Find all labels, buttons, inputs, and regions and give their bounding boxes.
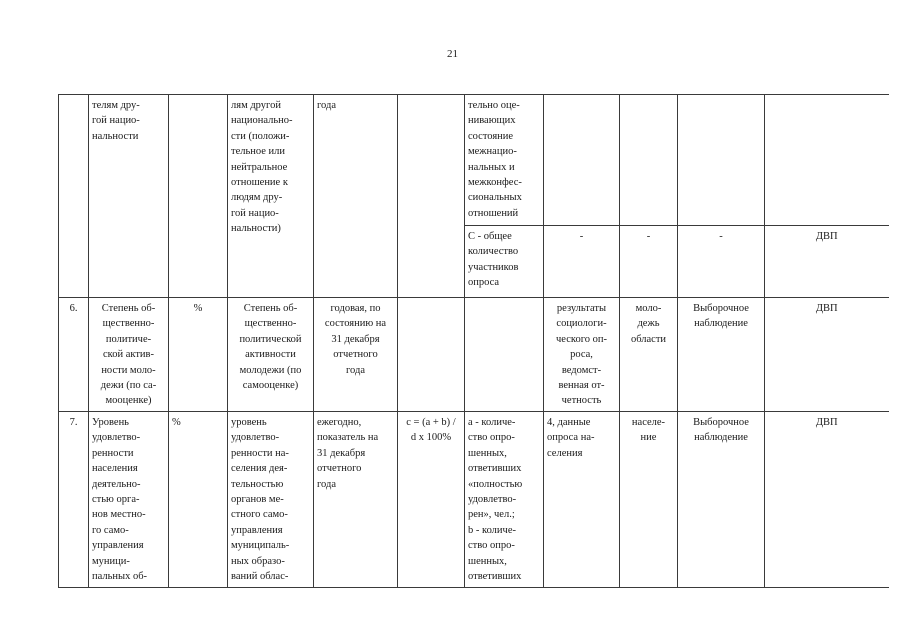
- cell-responsible: ДВП: [765, 298, 889, 412]
- cell-unit: %: [169, 412, 228, 588]
- table-row-7: [59, 412, 889, 588]
- cell-source: [544, 95, 620, 226]
- cell-method: [678, 95, 765, 226]
- cell-indicator-name: телям дру- гой нацио- нальности: [89, 95, 169, 298]
- cell-indicator-name: Уровень удовлетво- ренности населения деятельно- стью орга- нов местно- го само- управления муници- пальных об-: [89, 412, 169, 588]
- cell-object: [620, 95, 678, 226]
- cell-formula: [398, 298, 465, 412]
- indicators-table: [58, 94, 889, 588]
- cell-source: результаты социологи- ческого оп- роса, ведомст- венная от- четность: [544, 298, 620, 412]
- cell-variables: [465, 298, 544, 412]
- cell-number: 7.: [59, 412, 89, 588]
- cell-object: населе- ние: [620, 412, 678, 588]
- cell-indicator-name: Степень об- щественно- политиче- ской актив- ности моло- дежи (по са- мооценке): [89, 298, 169, 412]
- page-number: 21: [447, 48, 458, 60]
- cell-formula: c = (a + b) / d x 100%: [398, 412, 465, 588]
- cell-responsible: ДВП: [765, 226, 889, 298]
- cell-unit: %: [169, 298, 228, 412]
- cell-number: [59, 95, 89, 298]
- cell-responsible: ДВП: [765, 412, 889, 588]
- cell-definition: лям другой национально- сти (положи- тельное или нейтральное отношение к людям дру- гой нацио- нальности): [228, 95, 314, 298]
- cell-responsible: [765, 95, 889, 226]
- cell-period: года: [314, 95, 398, 298]
- cell-variables: тельно оце- нивающих состояние межнацио- нальных и межконфес- сиональных отношений: [465, 95, 544, 226]
- cell-unit: [169, 95, 228, 298]
- cell-period: годовая, по состоянию на 31 декабря отчетного года: [314, 298, 398, 412]
- cell-method: -: [678, 226, 765, 298]
- cell-object: моло- дежь области: [620, 298, 678, 412]
- cell-definition: Степень об- щественно- политической активности молодежи (по самооценке): [228, 298, 314, 412]
- cell-source: 4, данные опроса на- селения: [544, 412, 620, 588]
- cell-number: 6.: [59, 298, 89, 412]
- cell-period: ежегодно, показатель на 31 декабря отчетного года: [314, 412, 398, 588]
- cell-variables: С - общее количество участников опроса: [465, 226, 544, 298]
- table-row-6: [59, 298, 889, 412]
- cell-formula: [398, 95, 465, 298]
- cell-object: -: [620, 226, 678, 298]
- table-row-continuation: [59, 95, 889, 226]
- cell-source: -: [544, 226, 620, 298]
- cell-method: Выборочное наблюдение: [678, 412, 765, 588]
- cell-variables: a - количе- ство опро- шенных, ответивших «полностью удовлетво- рен», чел.; b - количе- ство опро- шенных, ответивших: [465, 412, 544, 588]
- cell-method: Выборочное наблюдение: [678, 298, 765, 412]
- cell-definition: уровень удовлетво- ренности на- селения дея- тельностью органов ме- стного само- управления муниципаль- ных образо- ваний облас-: [228, 412, 314, 588]
